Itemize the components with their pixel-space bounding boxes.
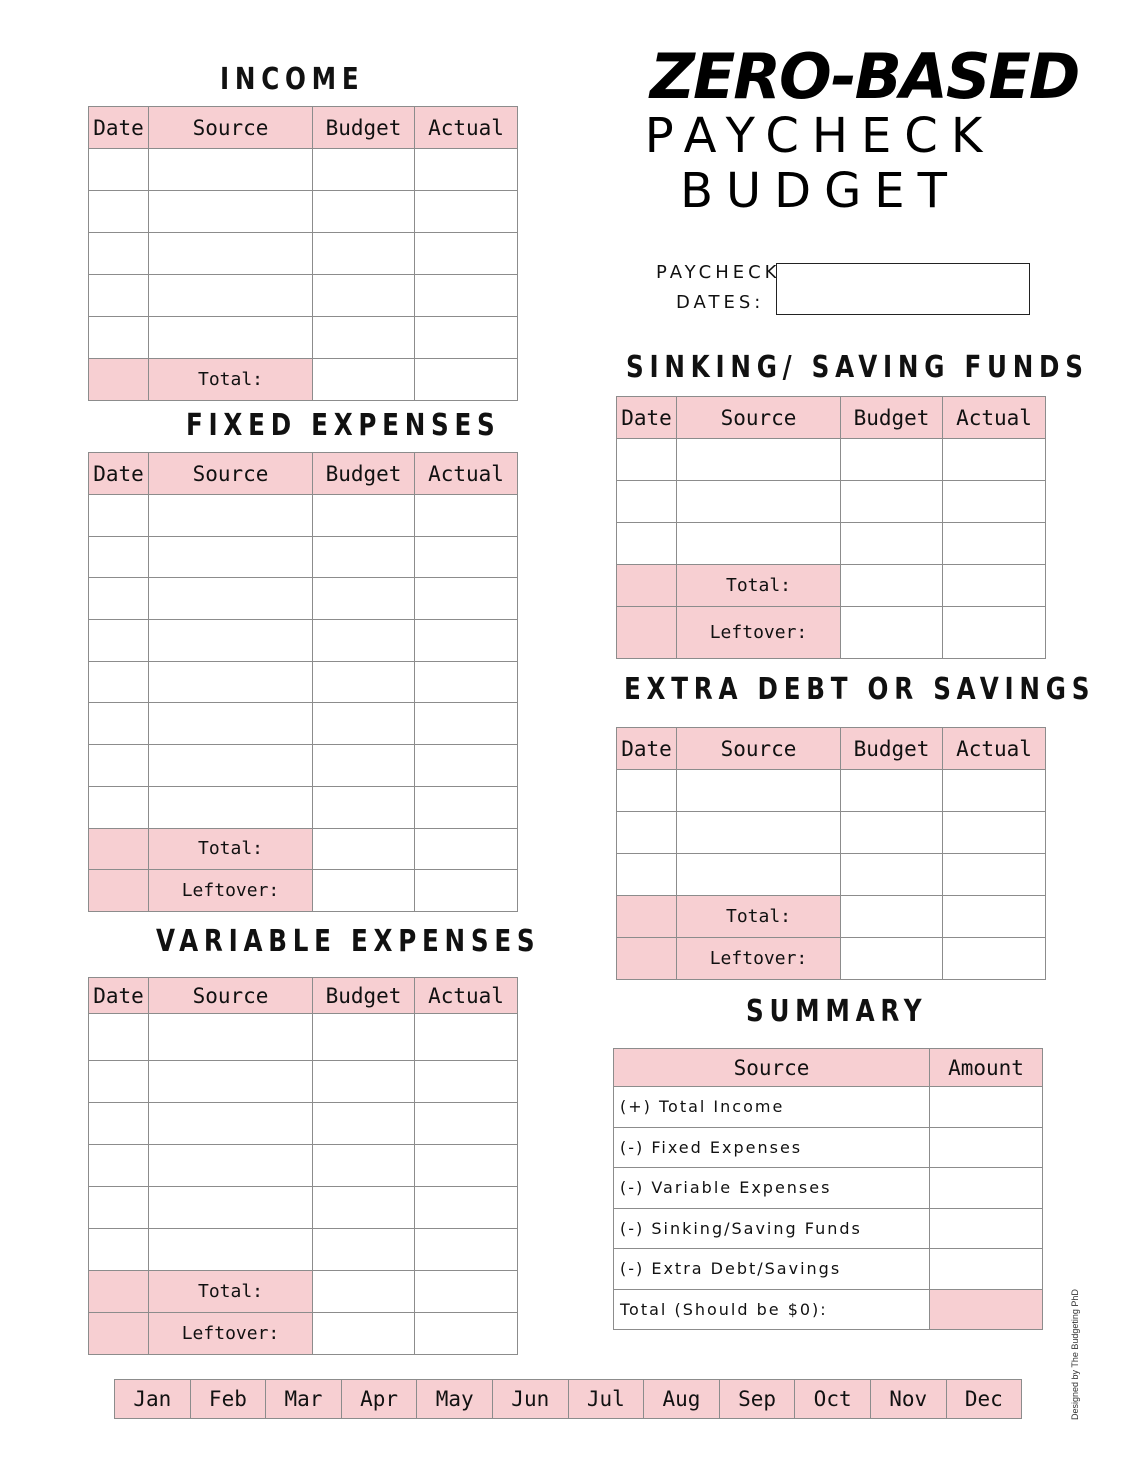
table-row[interactable] <box>617 481 1046 523</box>
table-row[interactable] <box>89 661 518 703</box>
summary-item-total: Total (Should be $0): <box>614 1289 930 1330</box>
budget-cell[interactable] <box>313 1229 415 1271</box>
summary-source-header: Source <box>614 1049 930 1087</box>
actual-cell[interactable] <box>415 1061 518 1103</box>
month-jun[interactable]: Jun <box>492 1380 568 1419</box>
page-title-line1: ZERO-BASED <box>650 40 1079 113</box>
table-row[interactable] <box>89 275 518 317</box>
table-row[interactable] <box>89 620 518 662</box>
budget-cell[interactable] <box>313 149 415 191</box>
date-cell[interactable] <box>89 233 149 275</box>
table-row[interactable] <box>617 770 1046 812</box>
date-cell[interactable] <box>89 703 149 745</box>
budget-cell[interactable] <box>313 1061 415 1103</box>
col-actual-header: Actual <box>415 107 518 149</box>
leftover-actual-cell[interactable] <box>415 1313 518 1355</box>
total-actual-cell[interactable] <box>415 1271 518 1313</box>
source-cell[interactable] <box>149 1187 313 1229</box>
budget-cell[interactable] <box>841 854 943 896</box>
budget-cell[interactable] <box>313 536 415 578</box>
summary-item-sinking-funds: (-) Sinking/Saving Funds <box>614 1208 930 1249</box>
sinking-funds-table <box>616 396 1046 659</box>
source-cell[interactable] <box>149 1145 313 1187</box>
actual-cell[interactable] <box>415 1187 518 1229</box>
budget-cell[interactable] <box>841 770 943 812</box>
source-cell[interactable] <box>677 439 841 481</box>
table-row[interactable] <box>89 578 518 620</box>
table-row[interactable] <box>89 786 518 828</box>
total-actual-cell[interactable] <box>943 896 1046 938</box>
source-cell[interactable] <box>677 854 841 896</box>
table-row[interactable] <box>89 1014 518 1061</box>
date-cell[interactable] <box>89 620 149 662</box>
col-actual-header: Actual <box>415 453 518 495</box>
budget-cell[interactable] <box>313 578 415 620</box>
actual-cell[interactable] <box>415 536 518 578</box>
actual-cell[interactable] <box>943 854 1046 896</box>
month-mar[interactable]: Mar <box>266 1380 342 1419</box>
total-budget-cell[interactable] <box>841 896 943 938</box>
table-row[interactable] <box>89 703 518 745</box>
source-cell[interactable] <box>149 275 313 317</box>
budget-cell[interactable] <box>313 191 415 233</box>
table-row[interactable] <box>89 536 518 578</box>
source-cell[interactable] <box>677 481 841 523</box>
summary-row <box>614 1208 1043 1249</box>
month-apr[interactable]: Apr <box>341 1380 417 1419</box>
summary-amount-cell[interactable] <box>930 1208 1043 1249</box>
date-cell[interactable] <box>89 1145 149 1187</box>
actual-cell[interactable] <box>415 495 518 537</box>
leftover-actual-cell[interactable] <box>943 607 1046 659</box>
actual-cell[interactable] <box>415 275 518 317</box>
date-cell[interactable] <box>89 1014 149 1061</box>
date-cell[interactable] <box>89 317 149 359</box>
month-aug[interactable]: Aug <box>644 1380 720 1419</box>
col-date-header: Date <box>89 107 149 149</box>
total-row <box>89 1271 518 1313</box>
table-row[interactable] <box>617 523 1046 565</box>
leftover-budget-cell[interactable] <box>841 938 943 980</box>
total-row <box>617 896 1046 938</box>
col-source-header: Source <box>149 453 313 495</box>
page-title-line2: PAYCHECK <box>644 108 996 164</box>
actual-cell[interactable] <box>415 745 518 787</box>
table-row[interactable] <box>89 1187 518 1229</box>
budget-cell[interactable] <box>313 317 415 359</box>
col-actual-header: Actual <box>943 397 1046 439</box>
date-cell[interactable] <box>89 1229 149 1271</box>
leftover-row <box>89 1313 518 1355</box>
table-row[interactable] <box>89 191 518 233</box>
date-cell[interactable] <box>89 495 149 537</box>
actual-cell[interactable] <box>415 1145 518 1187</box>
col-budget-header: Budget <box>841 728 943 770</box>
actual-cell[interactable] <box>415 703 518 745</box>
total-budget-cell[interactable] <box>313 359 415 401</box>
summary-row <box>614 1127 1043 1168</box>
budget-cell[interactable] <box>313 745 415 787</box>
col-date-header: Date <box>617 397 677 439</box>
source-cell[interactable] <box>149 536 313 578</box>
total-actual-cell[interactable] <box>943 565 1046 607</box>
budget-cell[interactable] <box>313 233 415 275</box>
total-budget-cell[interactable] <box>313 828 415 870</box>
month-nov[interactable]: Nov <box>870 1380 946 1419</box>
budget-cell[interactable] <box>841 812 943 854</box>
paycheck-dates-field[interactable] <box>776 263 1030 315</box>
source-cell[interactable] <box>149 578 313 620</box>
actual-cell[interactable] <box>415 1014 518 1061</box>
summary-amount-cell[interactable] <box>930 1127 1043 1168</box>
table-row[interactable] <box>89 1103 518 1145</box>
leftover-actual-cell[interactable] <box>415 870 518 912</box>
actual-cell[interactable] <box>943 481 1046 523</box>
total-label: Total: <box>677 565 841 607</box>
budget-cell[interactable] <box>313 620 415 662</box>
col-source-header: Source <box>677 397 841 439</box>
col-budget-header: Budget <box>313 453 415 495</box>
income-table <box>88 106 518 401</box>
total-budget-cell[interactable] <box>841 565 943 607</box>
date-cell[interactable] <box>617 854 677 896</box>
month-jan[interactable]: Jan <box>115 1380 191 1419</box>
col-source-header: Source <box>677 728 841 770</box>
actual-cell[interactable] <box>415 661 518 703</box>
source-cell[interactable] <box>149 1061 313 1103</box>
paycheck-dates-label-2: DATES: <box>676 292 765 313</box>
sinking-funds-heading: SINKING/ SAVING FUNDS <box>626 350 1089 385</box>
leftover-budget-cell[interactable] <box>313 870 415 912</box>
leftover-label: Leftover: <box>149 870 313 912</box>
summary-item-total-income: (+) Total Income <box>614 1087 930 1128</box>
actual-cell[interactable] <box>415 149 518 191</box>
source-cell[interactable] <box>149 786 313 828</box>
source-cell[interactable] <box>149 149 313 191</box>
summary-amount-cell[interactable] <box>930 1087 1043 1128</box>
date-cell[interactable] <box>617 439 677 481</box>
actual-cell[interactable] <box>415 1103 518 1145</box>
col-actual-header: Actual <box>943 728 1046 770</box>
page-title-line3: BUDGET <box>680 163 960 219</box>
table-row[interactable] <box>617 854 1046 896</box>
budget-cell[interactable] <box>841 439 943 481</box>
summary-row <box>614 1087 1043 1128</box>
source-cell[interactable] <box>149 191 313 233</box>
date-cell[interactable] <box>89 578 149 620</box>
month-selector <box>114 1379 1022 1419</box>
actual-cell[interactable] <box>415 317 518 359</box>
budget-cell[interactable] <box>313 1187 415 1229</box>
paycheck-dates-label-1: PAYCHECK <box>656 262 781 283</box>
source-cell[interactable] <box>149 317 313 359</box>
month-may[interactable]: May <box>417 1380 493 1419</box>
table-row[interactable] <box>617 439 1046 481</box>
date-cell[interactable] <box>89 536 149 578</box>
variable-expenses-heading: VARIABLE EXPENSES <box>156 924 541 959</box>
actual-cell[interactable] <box>415 1229 518 1271</box>
source-cell[interactable] <box>149 703 313 745</box>
variable-expenses-table <box>88 977 518 1355</box>
month-dec[interactable]: Dec <box>946 1380 1022 1419</box>
total-row <box>89 828 518 870</box>
leftover-budget-cell[interactable] <box>313 1313 415 1355</box>
month-oct[interactable]: Oct <box>795 1380 871 1419</box>
total-label: Total: <box>149 828 313 870</box>
leftover-row <box>89 870 518 912</box>
summary-total-amount-cell[interactable] <box>930 1289 1043 1330</box>
actual-cell[interactable] <box>943 523 1046 565</box>
date-cell[interactable] <box>89 786 149 828</box>
source-cell[interactable] <box>149 233 313 275</box>
table-row[interactable] <box>89 1061 518 1103</box>
source-cell[interactable] <box>149 1014 313 1061</box>
budget-cell[interactable] <box>313 1103 415 1145</box>
date-cell[interactable] <box>89 1187 149 1229</box>
actual-cell[interactable] <box>415 786 518 828</box>
actual-cell[interactable] <box>943 439 1046 481</box>
total-actual-cell[interactable] <box>415 828 518 870</box>
source-cell[interactable] <box>149 1229 313 1271</box>
source-cell[interactable] <box>677 523 841 565</box>
leftover-label: Leftover: <box>149 1313 313 1355</box>
col-source-header: Source <box>149 978 313 1014</box>
total-label: Total: <box>149 1271 313 1313</box>
leftover-row <box>617 607 1046 659</box>
table-row[interactable] <box>89 1229 518 1271</box>
col-budget-header: Budget <box>313 107 415 149</box>
budget-cell[interactable] <box>313 661 415 703</box>
col-budget-header: Budget <box>313 978 415 1014</box>
date-cell[interactable] <box>89 745 149 787</box>
actual-cell[interactable] <box>943 770 1046 812</box>
table-row[interactable] <box>89 1145 518 1187</box>
date-cell[interactable] <box>617 481 677 523</box>
month-jul[interactable]: Jul <box>568 1380 644 1419</box>
budget-cell[interactable] <box>313 786 415 828</box>
table-row[interactable] <box>617 812 1046 854</box>
leftover-row <box>617 938 1046 980</box>
date-cell[interactable] <box>89 191 149 233</box>
source-cell[interactable] <box>149 1103 313 1145</box>
date-cell[interactable] <box>89 149 149 191</box>
budget-cell[interactable] <box>313 1145 415 1187</box>
actual-cell[interactable] <box>415 191 518 233</box>
total-row <box>617 565 1046 607</box>
budget-cell[interactable] <box>313 495 415 537</box>
table-row[interactable] <box>89 149 518 191</box>
total-row <box>89 359 518 401</box>
table-row[interactable] <box>89 745 518 787</box>
budget-cell[interactable] <box>841 523 943 565</box>
table-row[interactable] <box>89 495 518 537</box>
total-actual-cell[interactable] <box>415 359 518 401</box>
summary-amount-header: Amount <box>930 1049 1043 1087</box>
total-label: Total: <box>677 896 841 938</box>
table-row[interactable] <box>89 317 518 359</box>
leftover-budget-cell[interactable] <box>841 607 943 659</box>
month-sep[interactable]: Sep <box>719 1380 795 1419</box>
extra-debt-table <box>616 727 1046 980</box>
summary-table <box>613 1048 1043 1330</box>
leftover-actual-cell[interactable] <box>943 938 1046 980</box>
date-cell[interactable] <box>89 1103 149 1145</box>
col-budget-header: Budget <box>841 397 943 439</box>
source-cell[interactable] <box>677 812 841 854</box>
total-budget-cell[interactable] <box>313 1271 415 1313</box>
date-cell[interactable] <box>617 770 677 812</box>
budget-cell[interactable] <box>313 1014 415 1061</box>
fixed-expenses-table <box>88 452 518 912</box>
summary-amount-cell[interactable] <box>930 1249 1043 1290</box>
budget-cell[interactable] <box>313 275 415 317</box>
col-date-header: Date <box>617 728 677 770</box>
date-cell[interactable] <box>617 523 677 565</box>
leftover-label: Leftover: <box>677 938 841 980</box>
source-cell[interactable] <box>149 745 313 787</box>
col-actual-header: Actual <box>415 978 518 1014</box>
income-heading: INCOME <box>220 62 365 97</box>
summary-row <box>614 1249 1043 1290</box>
total-label: Total: <box>149 359 313 401</box>
summary-amount-cell[interactable] <box>930 1168 1043 1209</box>
date-cell[interactable] <box>89 275 149 317</box>
actual-cell[interactable] <box>415 620 518 662</box>
leftover-label: Leftover: <box>677 607 841 659</box>
table-row[interactable] <box>89 233 518 275</box>
month-feb[interactable]: Feb <box>190 1380 266 1419</box>
col-date-header: Date <box>89 978 149 1014</box>
summary-item-extra-debt: (-) Extra Debt/Savings <box>614 1249 930 1290</box>
source-cell[interactable] <box>149 620 313 662</box>
summary-row <box>614 1168 1043 1209</box>
summary-item-variable-expenses: (-) Variable Expenses <box>614 1168 930 1209</box>
source-cell[interactable] <box>677 770 841 812</box>
budget-cell[interactable] <box>313 703 415 745</box>
fixed-expenses-heading: FIXED EXPENSES <box>186 408 501 443</box>
source-cell[interactable] <box>149 495 313 537</box>
date-cell[interactable] <box>89 1061 149 1103</box>
summary-heading: SUMMARY <box>746 994 928 1029</box>
actual-cell[interactable] <box>943 812 1046 854</box>
extra-debt-heading: EXTRA DEBT OR SAVINGS <box>624 672 1096 707</box>
actual-cell[interactable] <box>415 578 518 620</box>
col-date-header: Date <box>89 453 149 495</box>
designer-credit: Designed by The Budgeting PhD <box>1070 1289 1080 1420</box>
actual-cell[interactable] <box>415 233 518 275</box>
budget-cell[interactable] <box>841 481 943 523</box>
summary-total-row <box>614 1289 1043 1330</box>
col-source-header: Source <box>149 107 313 149</box>
summary-item-fixed-expenses: (-) Fixed Expenses <box>614 1127 930 1168</box>
date-cell[interactable] <box>89 661 149 703</box>
date-cell[interactable] <box>617 812 677 854</box>
source-cell[interactable] <box>149 661 313 703</box>
